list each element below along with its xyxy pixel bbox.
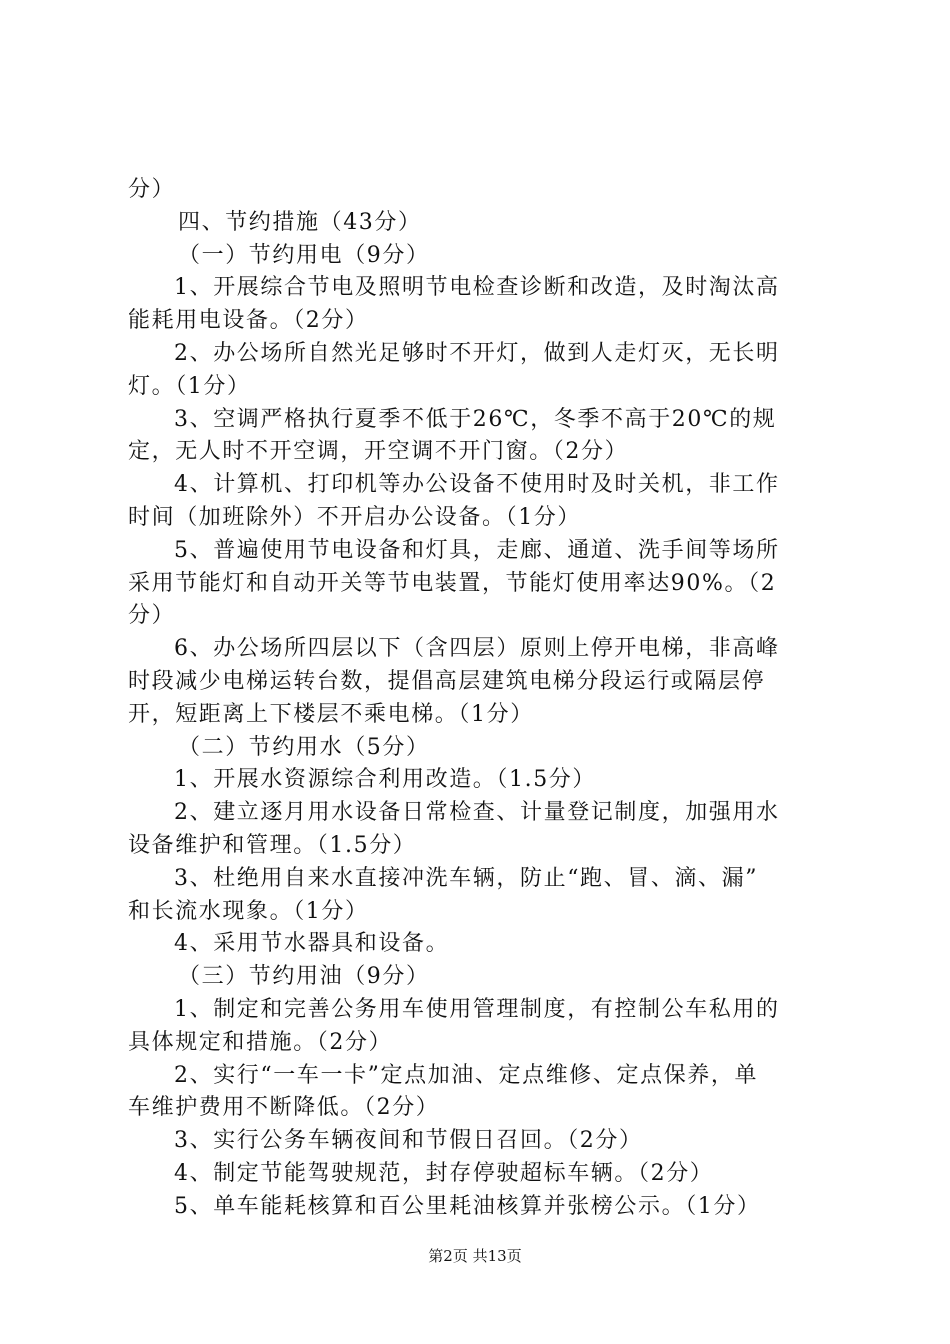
subsection-heading: （三）节约用油（9分） [178, 964, 430, 990]
text-line: 5、普遍使用节电设备和灯具，走廊、通道、洗手间等场所 [174, 537, 780, 563]
text-line: 分） [128, 603, 176, 629]
text-line: 5、单车能耗核算和百公里耗油核算并张榜公示。（1分） [174, 1193, 761, 1219]
text-line: 1、开展综合节电及照明节电检查诊断和改造，及时淘汰高 [174, 275, 780, 301]
text-line: 1、制定和完善公务用车使用管理制度，有控制公车私用的 [174, 996, 780, 1022]
text-line: 2、办公场所自然光足够时不开灯，做到人走灯灭，无长明 [174, 340, 780, 366]
text-line: 开，短距离上下楼层不乘电梯。（1分） [128, 701, 534, 727]
text-line: 时段减少电梯运转台数，提倡高层建筑电梯分段运行或隔层停 [128, 668, 766, 694]
section-heading: 四、节约措施（43分） [178, 209, 422, 235]
text-line: 车维护费用不断降低。（2分） [128, 1095, 440, 1121]
text-line: 3、空调严格执行夏季不低于26℃，冬季不高于20℃的规 [174, 406, 777, 432]
page-footer: 第2页 共13页 [428, 1247, 522, 1265]
text-line: 4、计算机、打印机等办公设备不使用时及时关机，非工作 [174, 472, 780, 498]
text-line: 分） [128, 177, 176, 202]
text-line: 采用节能灯和自动开关等节电装置，节能灯使用率达90%。（2 [128, 570, 777, 596]
text-line: 3、杜绝用自来水直接冲洗车辆，防止“跑、冒、滴、漏” [174, 865, 759, 891]
text-line: 1、开展水资源综合利用改造。（1.5分） [174, 767, 596, 793]
text-line: 2、建立逐月用水设备日常检查、计量登记制度，加强用水 [174, 800, 780, 826]
text-line: 定，无人时不开空调，开空调不开门窗。（2分） [128, 439, 629, 465]
text-line: 4、制定节能驾驶规范，封存停驶超标车辆。（2分） [174, 1160, 714, 1186]
text-line: 时间（加班除外）不开启办公设备。（1分） [128, 504, 581, 530]
text-line: 4、采用节水器具和设备。 [174, 931, 450, 957]
text-line: 能耗用电设备。（2分） [128, 308, 369, 334]
document-body [128, 174, 834, 1224]
subsection-heading: （二）节约用水（5分） [178, 734, 430, 760]
text-line: 2、实行“一车一卡”定点加油、定点维修、定点保养，单 [174, 1062, 759, 1088]
subsection-heading: （一）节约用电（9分） [178, 242, 430, 268]
text-line: 和长流水现象。（1分） [128, 898, 369, 924]
text-line: 灯。（1分） [128, 373, 251, 399]
text-line: 3、实行公务车辆夜间和节假日召回。（2分） [174, 1128, 643, 1154]
text-line: 具体规定和措施。（2分） [128, 1029, 393, 1055]
text-line: 6、办公场所四层以下（含四层）原则上停开电梯，非高峰 [174, 636, 780, 662]
text-line: 设备维护和管理。（1.5分） [128, 832, 417, 858]
